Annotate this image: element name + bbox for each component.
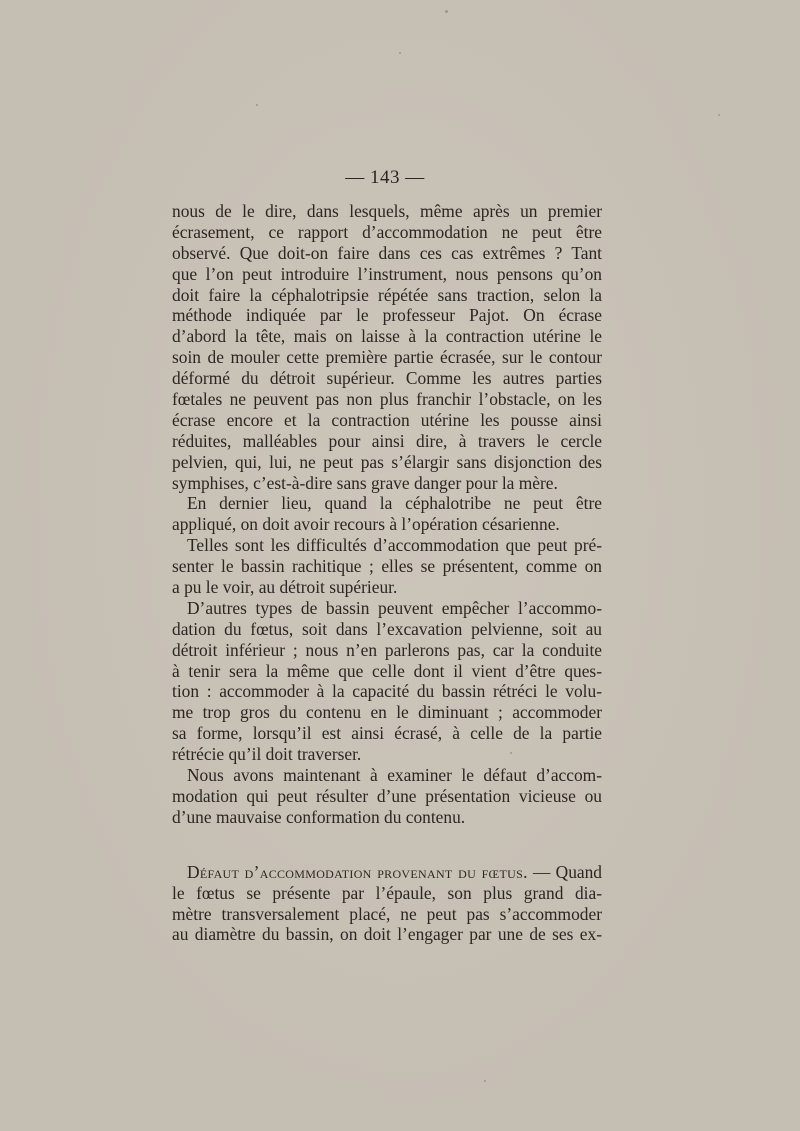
text-line: le fœtus se présente par l’épaule, son plus grand dia-: [172, 882, 602, 903]
paper-speck: [484, 1080, 486, 1082]
text-line: nous de le dire, dans lesquels, même après un premier: [172, 201, 602, 221]
text-line: écrasement, ce rapport d’accommodation ne peut être: [172, 221, 602, 242]
text-line: D’autres types de bassin peuvent empêcher l’accommo-: [187, 597, 602, 618]
text-line: réduites, malléables pour ainsi dire, à travers le cercle: [172, 430, 602, 451]
paper-speck: [718, 114, 720, 116]
text-line: sa forme, lorsqu’il est ainsi écrasé, à celle de la partie: [172, 723, 602, 744]
text-line: fœtales ne peuvent pas non plus franchir l’obstacle, on les: [172, 389, 602, 410]
text-line: En dernier lieu, quand la céphalotribe ne peut être: [187, 493, 602, 514]
text-line: me trop gros du contenu en le diminuant ; accommoder: [172, 702, 602, 723]
text-line: à tenir sera la même que celle dont il vient d’être ques-: [172, 660, 602, 681]
text-line: rétrécie qu’il doit traverser.: [172, 744, 362, 765]
text-line: soin de mouler cette première partie écrasée, sur le contour: [172, 347, 602, 368]
text-line: doit faire la céphalotripsie répétée sans traction, selon la: [172, 284, 602, 305]
body-text: [172, 201, 602, 945]
text-line: écrase encore et la contraction utérine les pousse ainsi: [172, 409, 602, 430]
text-line: symphises, c’est-à-dire sans grave danger pour la mère.: [172, 472, 558, 493]
paper-speck: [445, 10, 448, 13]
text-line: d’une mauvaise conformation du contenu.: [172, 806, 466, 827]
text-line: senter le bassin rachitique ; elles se présentent, comme on: [172, 556, 602, 577]
paper-speck: [256, 104, 258, 106]
text-line: au diamètre du bassin, on doit l’engager par une de ses ex-: [172, 924, 602, 945]
text-line: modation qui peut résulter d’une présentation vicieuse ou: [172, 785, 602, 806]
text-line: observé. Que doit-on faire dans ces cas extrêmes ? Tant: [172, 242, 602, 263]
text-line: détroit inférieur ; nous n’en parlerons pas, car la conduite: [172, 639, 602, 660]
section-heading: Défaut d’accommodation provenant du fœtus.: [187, 861, 528, 882]
text-line: appliqué, on doit avoir recours à l’opération césarienne.: [172, 514, 560, 535]
paper-speck: [399, 52, 401, 54]
page-number: — 143 —: [345, 167, 425, 188]
text-line: déformé du détroit supérieur. Comme les autres parties: [172, 368, 602, 389]
text-line: d’abord la tête, mais on laisse à la contraction utérine le: [172, 326, 602, 347]
text-line: tion : accommoder à la capacité du bassin rétréci le volu-: [172, 681, 602, 702]
section-heading-continuation: — Quand: [527, 861, 602, 882]
text-line: méthode indiquée par le professeur Pajot. On écrase: [172, 305, 602, 326]
text-line: dation du fœtus, soit dans l’excavation pelvienne, soit au: [172, 618, 602, 639]
section-gap: [172, 828, 602, 862]
text-line: pelvien, qui, lui, ne peut pas s’élargir sans disjonction des: [172, 451, 602, 472]
text-line: a pu le voir, au détroit supérieur.: [172, 577, 398, 598]
text-line: Nous avons maintenant à examiner le défaut d’accom-: [187, 765, 602, 786]
text-line: Telles sont les difficultés d’accommodation que peut pré-: [187, 535, 602, 556]
section-heading-line: [172, 862, 602, 883]
text-line: mètre transversalement placé, ne peut pas s’accommoder: [172, 903, 602, 924]
text-line: que l’on peut introduire l’instrument, nous pensons qu’on: [172, 263, 602, 284]
